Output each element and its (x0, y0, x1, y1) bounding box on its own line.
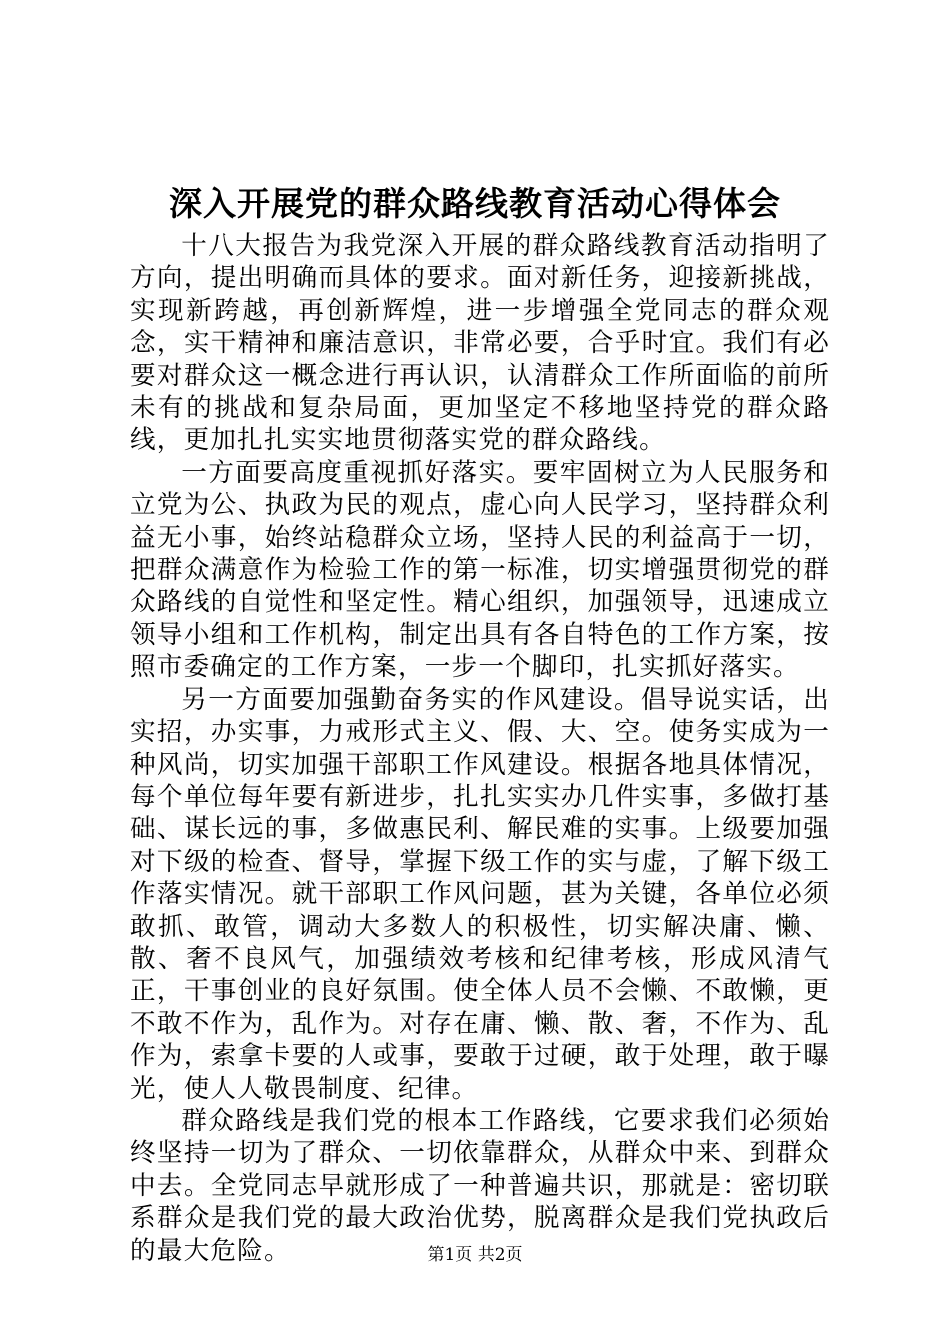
paragraph-4: 群众路线是我们党的根本工作路线，它要求我们必须始终坚持一切为了群众、一切依靠群众，从群众中来、到群众中去。全党同志早就形成了一种普遍共识，那就是：密切联系群众是我们党的最大政治优势，脱离群众是我们党执政后的最大危险。 (130, 1105, 830, 1266)
paragraph-2: 一方面要高度重视抓好落实。要牢固树立为人民服务和立党为公、执政为民的观点，虚心向人民学习，坚持群众利益无小事，始终站稳群众立场，坚持人民的利益高于一切，把群众满意作为检验工作的第一标准，切实增强贯彻党的群众路线的自觉性和坚定性。精心组织，加强领导，迅速成立领导小组和工作机构，制定出具有各自特色的工作方案，按照市委确定的工作方案，一步一个脚印，扎实抓好落实。 (130, 457, 830, 683)
document-body (130, 230, 830, 1267)
document-title: 深入开展党的群众路线教育活动心得体会 (169, 184, 781, 223)
paragraph-1: 十八大报告为我党深入开展的群众路线教育活动指明了方向，提出明确而具体的要求。面对新任务，迎接新挑战，实现新跨越，再创新辉煌，进一步增强全党同志的群众观念，实干精神和廉洁意识，非常必要，合乎时宜。我们有必要对群众这一概念进行再认识，认清群众工作所面临的前所未有的挑战和复杂局面，更加坚定不移地坚持党的群众路线，更加扎扎实实地贯彻落实党的群众路线。 (130, 231, 830, 456)
paragraph-3: 另一方面要加强勤奋务实的作风建设。倡导说实话，出实招，办实事，力戒形式主义、假、大、空。使务实成为一种风尚，切实加强干部职工作风建设。根据各地具体情况，每个单位每年要有新进步，扎扎实实办几件实事，多做打基础、谋长远的事，多做惠民利、解民难的实事。上级要加强对下级的检查、督导，掌握下级工作的实与虚，了解下级工作落实情况。就干部职工作风问题，甚为关键，各单位必须敢抓、敢管，调动大多数人的积极性，切实解决庸、懒、散、奢不良风气，加强绩效考核和纪律考核，形成风清气正，干事创业的良好氛围。使全体人员不会懒、不敢懒，更不敢不作为，乱作为。对存在庸、懒、散、奢，不作为、乱作为，索拿卡要的人或事，要敢于过硬，敢于处理，敢于曝光，使人人敬畏制度、纪律。 (130, 684, 830, 1104)
page-number-footer: 第1页 共2页 (427, 1245, 523, 1265)
